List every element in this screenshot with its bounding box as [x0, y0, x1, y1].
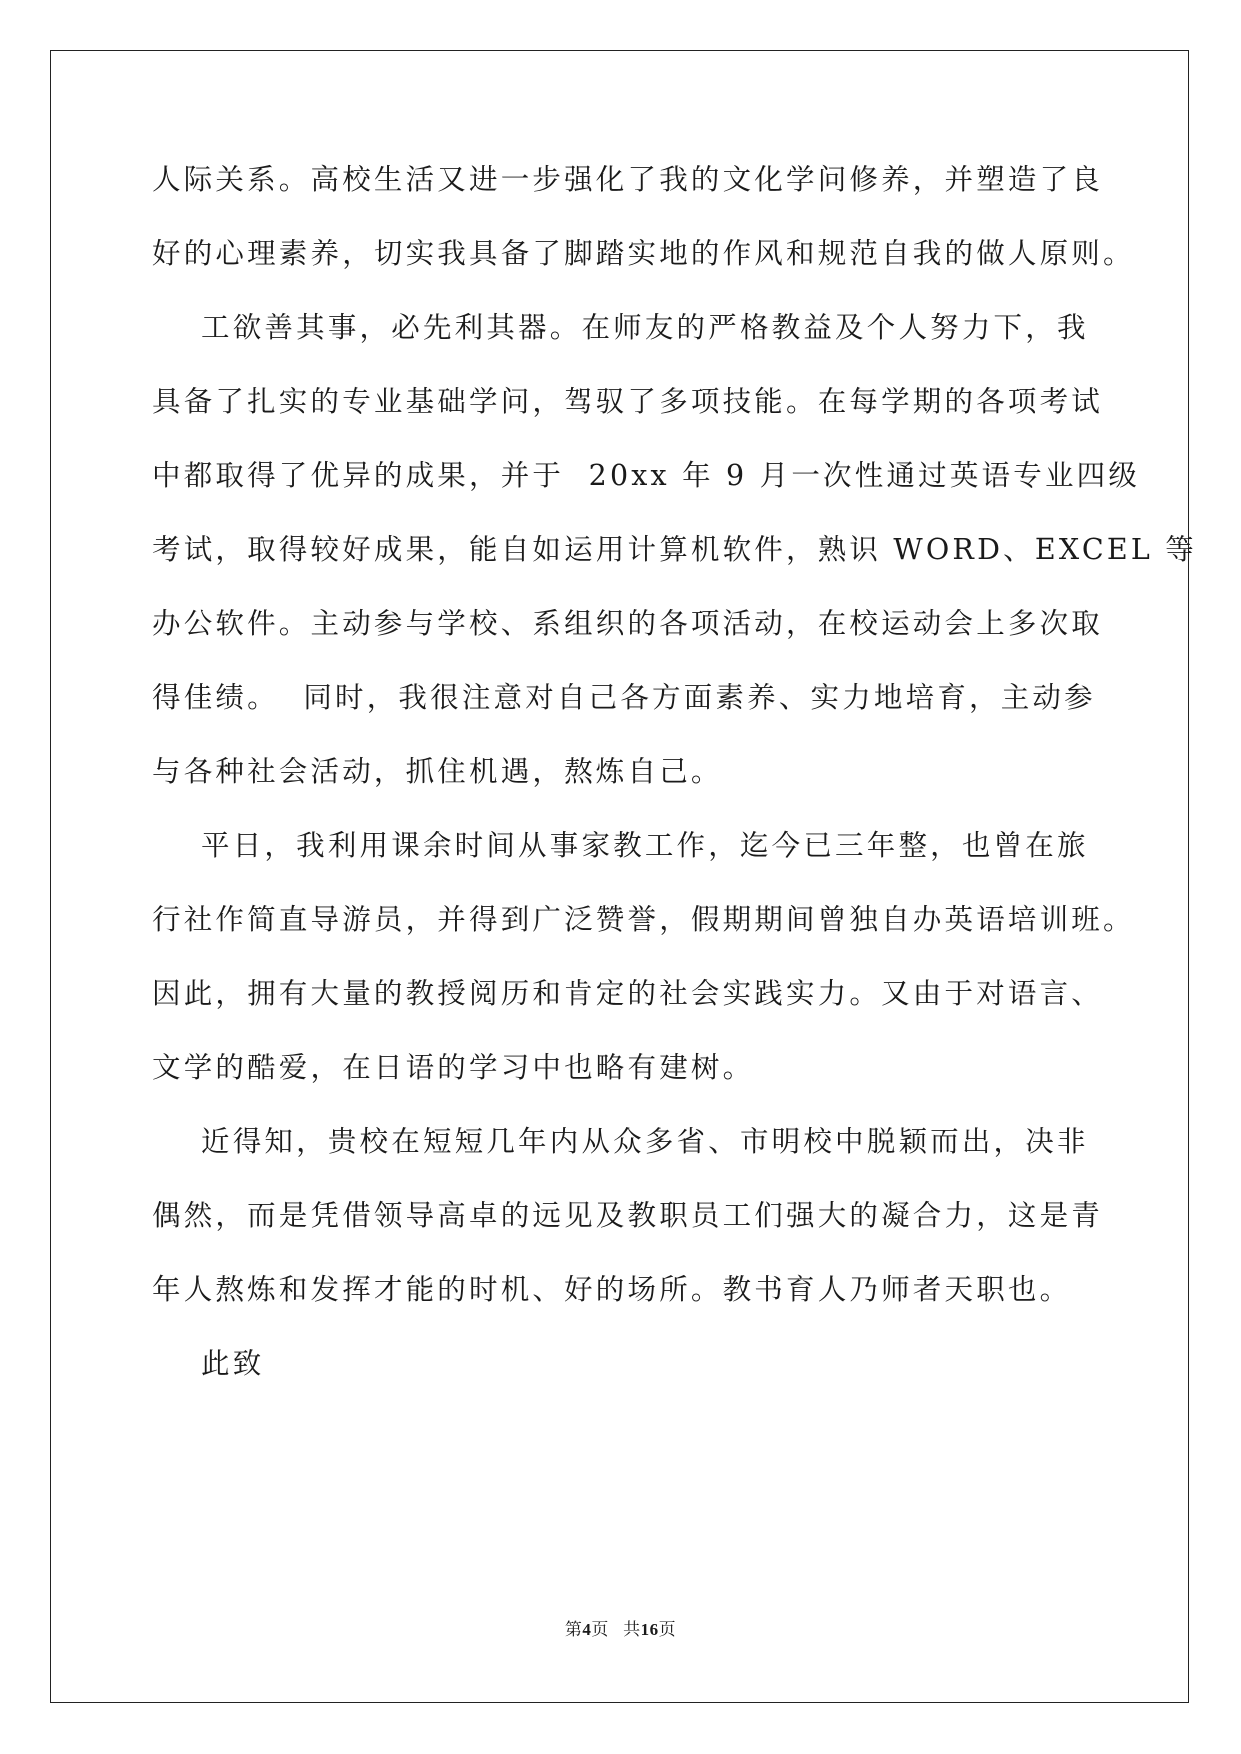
current-page-number: 4: [582, 1620, 592, 1639]
text-line: 工欲善其事，必先利其器。在师友的严格教益及个人努力下，我: [152, 311, 1089, 344]
text-line: 因此，拥有大量的教授阅历和肯定的社会实践实力。又由于对语言、: [152, 977, 1104, 1010]
footer-prefix: 第: [564, 1620, 583, 1639]
text-line: 具备了扎实的专业基础学问，驾驭了多项技能。在每学期的各项考试: [152, 385, 1104, 418]
total-pages-number: 16: [640, 1620, 659, 1639]
text-line: 行社作简直导游员，并得到广泛赞誉，假期期间曾独自办英语培训班。: [152, 903, 1135, 936]
text-line: 近得知，贵校在短短几年内从众多省、市明校中脱颖而出，决非: [152, 1125, 1089, 1158]
text-line: 年人熬炼和发挥才能的时机、好的场所。教书育人乃师者天职也。: [152, 1273, 1072, 1306]
footer-total-prefix: 共: [623, 1620, 641, 1639]
text-line: 得佳绩。 同时，我很注意对自己各方面素养、实力地培育，主动参: [152, 681, 1096, 714]
text-line: 中都取得了优异的成果，并于 20xx 年 9 月一次性通过英语专业四级: [152, 459, 1141, 492]
text-line: 偶然，而是凭借领导高卓的远见及教职员工们强大的凝合力，这是青: [152, 1199, 1104, 1232]
text-line: 此致: [152, 1347, 265, 1380]
text-line: 人际关系。高校生活又进一步强化了我的文化学问修养，并塑造了良: [152, 163, 1104, 196]
text-line: 文学的酷爱，在日语的学习中也略有建树。: [152, 1051, 755, 1084]
text-line: 好的心理素养，切实我具备了脚踏实地的作风和规范自我的做人原则。: [152, 237, 1135, 270]
footer-total-suffix: 页: [658, 1620, 677, 1639]
text-line: 平日，我利用课余时间从事家教工作，迄今已三年整，也曾在旅: [152, 829, 1089, 862]
text-line: 考试，取得较好成果，能自如运用计算机软件，熟识 WORD、EXCEL 等: [152, 533, 1197, 566]
text-line: 与各种社会活动，抓住机遇，熬炼自己。: [152, 755, 723, 788]
page-border: [50, 50, 1189, 1703]
text-line: 办公软件。主动参与学校、系组织的各项活动，在校运动会上多次取: [152, 607, 1104, 640]
page-footer: [0, 1615, 1241, 1640]
footer-page-suffix: 页: [591, 1620, 609, 1639]
